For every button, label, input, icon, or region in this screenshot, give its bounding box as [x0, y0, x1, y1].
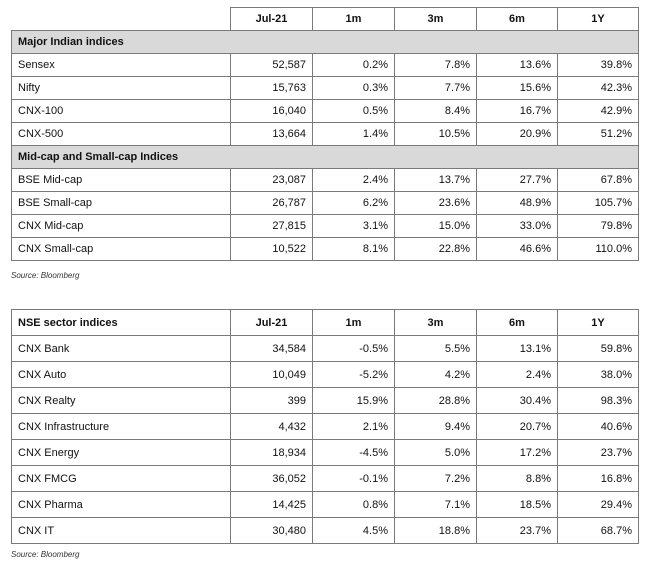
value-cell: 39.8%: [558, 54, 639, 77]
row-label: CNX FMCG: [12, 466, 231, 492]
value-cell: 59.8%: [558, 336, 639, 362]
header-cell: 3m: [395, 8, 477, 31]
section-title: Mid-cap and Small-cap Indices: [12, 146, 639, 169]
value-cell: 7.8%: [395, 54, 477, 77]
table-row: [12, 388, 639, 414]
value-cell: 26,787: [231, 192, 313, 215]
value-cell: 68.7%: [558, 518, 639, 544]
table-row: [12, 336, 639, 362]
value-cell: 51.2%: [558, 123, 639, 146]
value-cell: 4,432: [231, 414, 313, 440]
value-cell: 7.1%: [395, 492, 477, 518]
table-row: [12, 123, 639, 146]
row-label: CNX Small-cap: [12, 238, 231, 261]
value-cell: 27.7%: [477, 169, 558, 192]
value-cell: 6.2%: [313, 192, 395, 215]
value-cell: 34,584: [231, 336, 313, 362]
row-label: CNX Infrastructure: [12, 414, 231, 440]
value-cell: 4.2%: [395, 362, 477, 388]
table-row: [12, 414, 639, 440]
value-cell: 3.1%: [313, 215, 395, 238]
nse-sector-table: [11, 309, 639, 544]
header-cell: [12, 8, 231, 31]
source-note: Source: Bloomberg: [11, 550, 80, 559]
value-cell: 67.8%: [558, 169, 639, 192]
row-label: CNX Pharma: [12, 492, 231, 518]
value-cell: 13.6%: [477, 54, 558, 77]
value-cell: 13.7%: [395, 169, 477, 192]
value-cell: 16.7%: [477, 100, 558, 123]
row-label: CNX Realty: [12, 388, 231, 414]
value-cell: 16.8%: [558, 466, 639, 492]
value-cell: 10,049: [231, 362, 313, 388]
value-cell: 5.0%: [395, 440, 477, 466]
value-cell: 0.3%: [313, 77, 395, 100]
value-cell: 8.4%: [395, 100, 477, 123]
value-cell: 52,587: [231, 54, 313, 77]
table-row: [12, 192, 639, 215]
value-cell: 2.4%: [477, 362, 558, 388]
value-cell: 18.8%: [395, 518, 477, 544]
table-row: [12, 169, 639, 192]
value-cell: 30,480: [231, 518, 313, 544]
value-cell: -5.2%: [313, 362, 395, 388]
value-cell: 38.0%: [558, 362, 639, 388]
value-cell: 16,040: [231, 100, 313, 123]
value-cell: 29.4%: [558, 492, 639, 518]
value-cell: 23.6%: [395, 192, 477, 215]
table-row: [12, 518, 639, 544]
value-cell: 110.0%: [558, 238, 639, 261]
table-header-row: [12, 8, 639, 31]
row-label: Nifty: [12, 77, 231, 100]
major-indices-body: [12, 31, 639, 261]
header-cell: Jul-21: [231, 310, 313, 336]
value-cell: 17.2%: [477, 440, 558, 466]
value-cell: 15.0%: [395, 215, 477, 238]
row-label: CNX Mid-cap: [12, 215, 231, 238]
table-row: [12, 54, 639, 77]
value-cell: 14,425: [231, 492, 313, 518]
row-label: CNX IT: [12, 518, 231, 544]
header-cell: 3m: [395, 310, 477, 336]
value-cell: 23.7%: [477, 518, 558, 544]
value-cell: 0.2%: [313, 54, 395, 77]
value-cell: 4.5%: [313, 518, 395, 544]
section-header-row: [12, 146, 639, 169]
table-row: [12, 77, 639, 100]
value-cell: 13,664: [231, 123, 313, 146]
value-cell: 18,934: [231, 440, 313, 466]
header-cell: Jul-21: [231, 8, 313, 31]
header-cell: 6m: [477, 8, 558, 31]
value-cell: 15.6%: [477, 77, 558, 100]
value-cell: 0.5%: [313, 100, 395, 123]
major-indices-table: [11, 7, 639, 261]
value-cell: 18.5%: [477, 492, 558, 518]
value-cell: 30.4%: [477, 388, 558, 414]
value-cell: 8.1%: [313, 238, 395, 261]
row-label: CNX-100: [12, 100, 231, 123]
value-cell: -0.1%: [313, 466, 395, 492]
value-cell: 9.4%: [395, 414, 477, 440]
table-row: [12, 362, 639, 388]
value-cell: 36,052: [231, 466, 313, 492]
row-label: BSE Mid-cap: [12, 169, 231, 192]
value-cell: 2.4%: [313, 169, 395, 192]
value-cell: 48.9%: [477, 192, 558, 215]
header-cell: 1m: [313, 8, 395, 31]
nse-sector-body: [12, 336, 639, 544]
row-label: Sensex: [12, 54, 231, 77]
row-label: CNX Bank: [12, 336, 231, 362]
value-cell: -4.5%: [313, 440, 395, 466]
value-cell: 7.2%: [395, 466, 477, 492]
table-row: [12, 215, 639, 238]
table-row: [12, 440, 639, 466]
section-title: Major Indian indices: [12, 31, 639, 54]
header-cell: 1m: [313, 310, 395, 336]
value-cell: 15.9%: [313, 388, 395, 414]
value-cell: 33.0%: [477, 215, 558, 238]
header-cell: 6m: [477, 310, 558, 336]
value-cell: 5.5%: [395, 336, 477, 362]
row-label: CNX Auto: [12, 362, 231, 388]
value-cell: 20.9%: [477, 123, 558, 146]
value-cell: 1.4%: [313, 123, 395, 146]
value-cell: 46.6%: [477, 238, 558, 261]
value-cell: 23,087: [231, 169, 313, 192]
value-cell: 13.1%: [477, 336, 558, 362]
value-cell: 399: [231, 388, 313, 414]
section-header-row: [12, 31, 639, 54]
header-cell: 1Y: [558, 310, 639, 336]
row-label: BSE Small-cap: [12, 192, 231, 215]
value-cell: 105.7%: [558, 192, 639, 215]
value-cell: 27,815: [231, 215, 313, 238]
table-row: [12, 492, 639, 518]
value-cell: 40.6%: [558, 414, 639, 440]
header-cell: NSE sector indices: [12, 310, 231, 336]
source-note: Source: Bloomberg: [11, 271, 80, 280]
value-cell: 98.3%: [558, 388, 639, 414]
value-cell: 10.5%: [395, 123, 477, 146]
value-cell: 22.8%: [395, 238, 477, 261]
value-cell: 8.8%: [477, 466, 558, 492]
table-row: [12, 238, 639, 261]
row-label: CNX-500: [12, 123, 231, 146]
value-cell: 2.1%: [313, 414, 395, 440]
value-cell: 79.8%: [558, 215, 639, 238]
value-cell: 23.7%: [558, 440, 639, 466]
value-cell: 28.8%: [395, 388, 477, 414]
header-cell: 1Y: [558, 8, 639, 31]
row-label: CNX Energy: [12, 440, 231, 466]
value-cell: 15,763: [231, 77, 313, 100]
value-cell: 42.3%: [558, 77, 639, 100]
value-cell: 10,522: [231, 238, 313, 261]
table-header-row: [12, 310, 639, 336]
value-cell: 20.7%: [477, 414, 558, 440]
value-cell: 0.8%: [313, 492, 395, 518]
table-row: [12, 100, 639, 123]
value-cell: 7.7%: [395, 77, 477, 100]
value-cell: 42.9%: [558, 100, 639, 123]
value-cell: -0.5%: [313, 336, 395, 362]
table-row: [12, 466, 639, 492]
